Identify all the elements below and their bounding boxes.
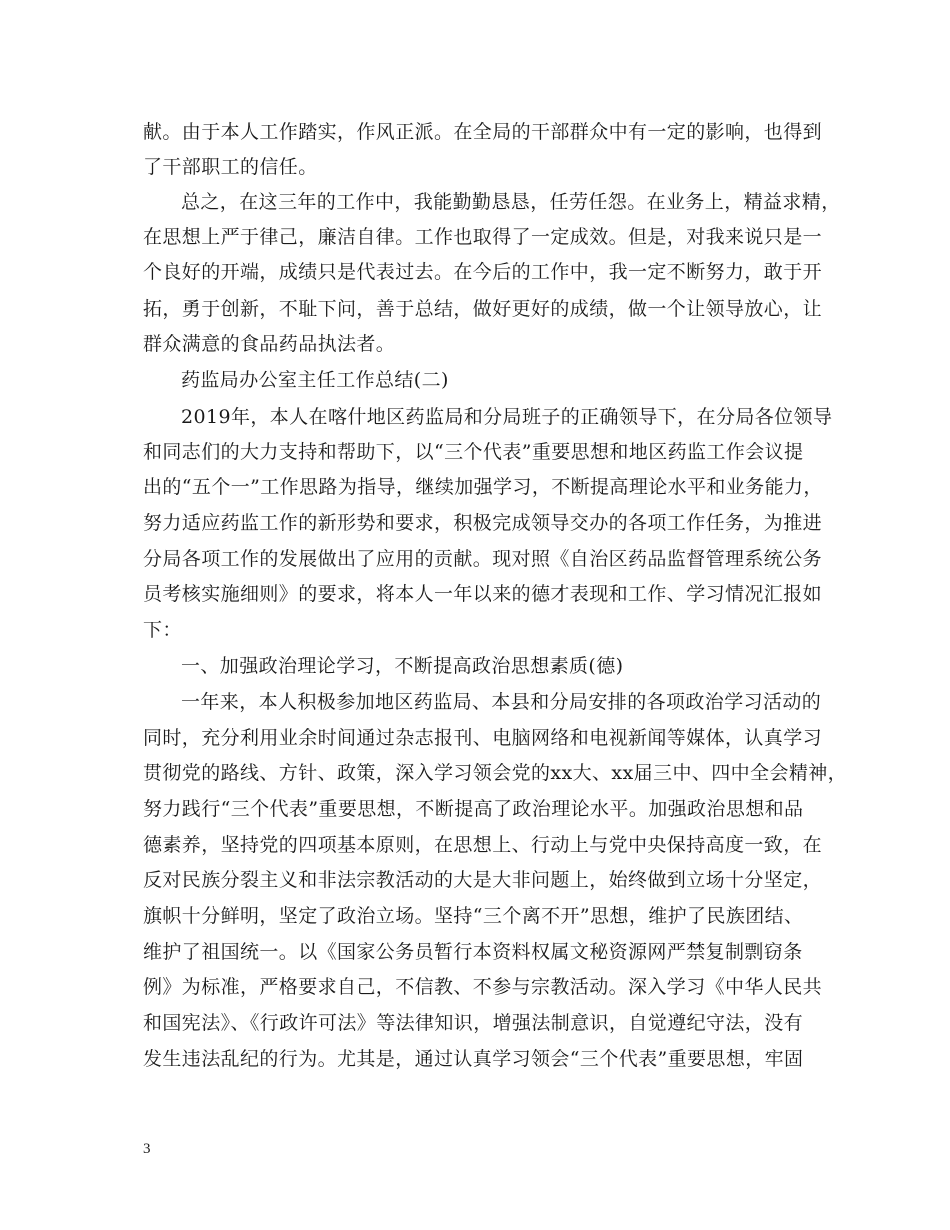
text-line: 发生违法乱纪的行为。尤其是，通过认真学习领会“三个代表”重要思想，牢固 [143,1048,804,1070]
text-line: 德素养，坚持党的四项基本原则，在思想上、行动上与党中央保持高度一致，在 [143,834,823,856]
text-line: 了干部职工的信任。 [143,156,318,178]
text-line: 同时，充分利用业余时间通过杂志报刊、电脑网络和电视新闻等媒体，认真学习 [143,727,823,749]
page-number: 3 [143,1141,151,1157]
text-line: 下： [143,619,182,641]
text-line: 总之，在这三年的工作中，我能勤勤恳恳，任劳任怨。在业务上，精益求精， [181,191,841,213]
text-line: 个良好的开端，成绩只是代表过去。在今后的工作中，我一定不断努力，敢于开 [143,261,823,283]
section-heading: 药监局办公室主任工作总结(二) [181,369,449,391]
text-line: 2019年，本人在喀什地区药监局和分局班子的正确领导下，在分局各位领导 [181,406,833,428]
text-line: 分局各项工作的发展做出了应用的贡献。现对照《自治区药品监督管理系统公务 [143,548,823,570]
text-line: 献。由于本人工作踏实，作风正派。在全局的干部群众中有一定的影响，也得到 [143,121,823,143]
text-line: 和同志们的大力支持和帮助下，以“三个代表”重要思想和地区药监工作会议提 [143,441,804,463]
text-line: 员考核实施细则》的要求，将本人一年以来的德才表现和工作、学习情况汇报如 [143,583,823,605]
text-line: 努力适应药监工作的新形势和要求，积极完成领导交办的各项工作任务，为推进 [143,512,823,534]
text-line: 例》为标准，严格要求自己，不信教、不参与宗教活动。深入学习《中华人民共 [143,976,823,998]
text-line: 贯彻党的路线、方针、政策，深入学习领会党的xx大、xx届三中、四中全会精神， [143,762,848,784]
text-line: 和国宪法》、《行政许可法》等法律知识，增强法制意识，自觉遵纪守法，没有 [143,1012,804,1034]
text-line: 旗帜十分鲜明，坚定了政治立场。坚持“三个离不开”思想，维护了民族团结、 [143,905,804,927]
text-line: 在思想上严于律己，廉洁自律。工作也取得了一定成效。但是，对我来说只是一 [143,226,823,248]
text-line: 努力践行“三个代表”重要思想，不断提高了政治理论水平。加强政治思想和品 [143,798,804,820]
section-heading: 一、加强政治理论学习，不断提高政治思想素质(德) [181,655,624,677]
text-line: 出的“五个一”工作思路为指导，继续加强学习，不断提高理论水平和业务能力， [143,476,823,498]
text-line: 群众满意的食品药品执法者。 [143,333,396,355]
text-line: 维护了祖国统一。以《国家公务员暂行本资料权属文秘资源网严禁复制剽窃条 [143,941,803,963]
text-line: 拓，勇于创新，不耻下问，善于总结，做好更好的成绩，做一个让领导放心，让 [143,298,823,320]
text-line: 一年来，本人积极参加地区药监局、本县和分局安排的各项政治学习活动的 [181,691,822,713]
text-line: 反对民族分裂主义和非法宗教活动的大是大非问题上，始终做到立场十分坚定， [143,869,823,891]
